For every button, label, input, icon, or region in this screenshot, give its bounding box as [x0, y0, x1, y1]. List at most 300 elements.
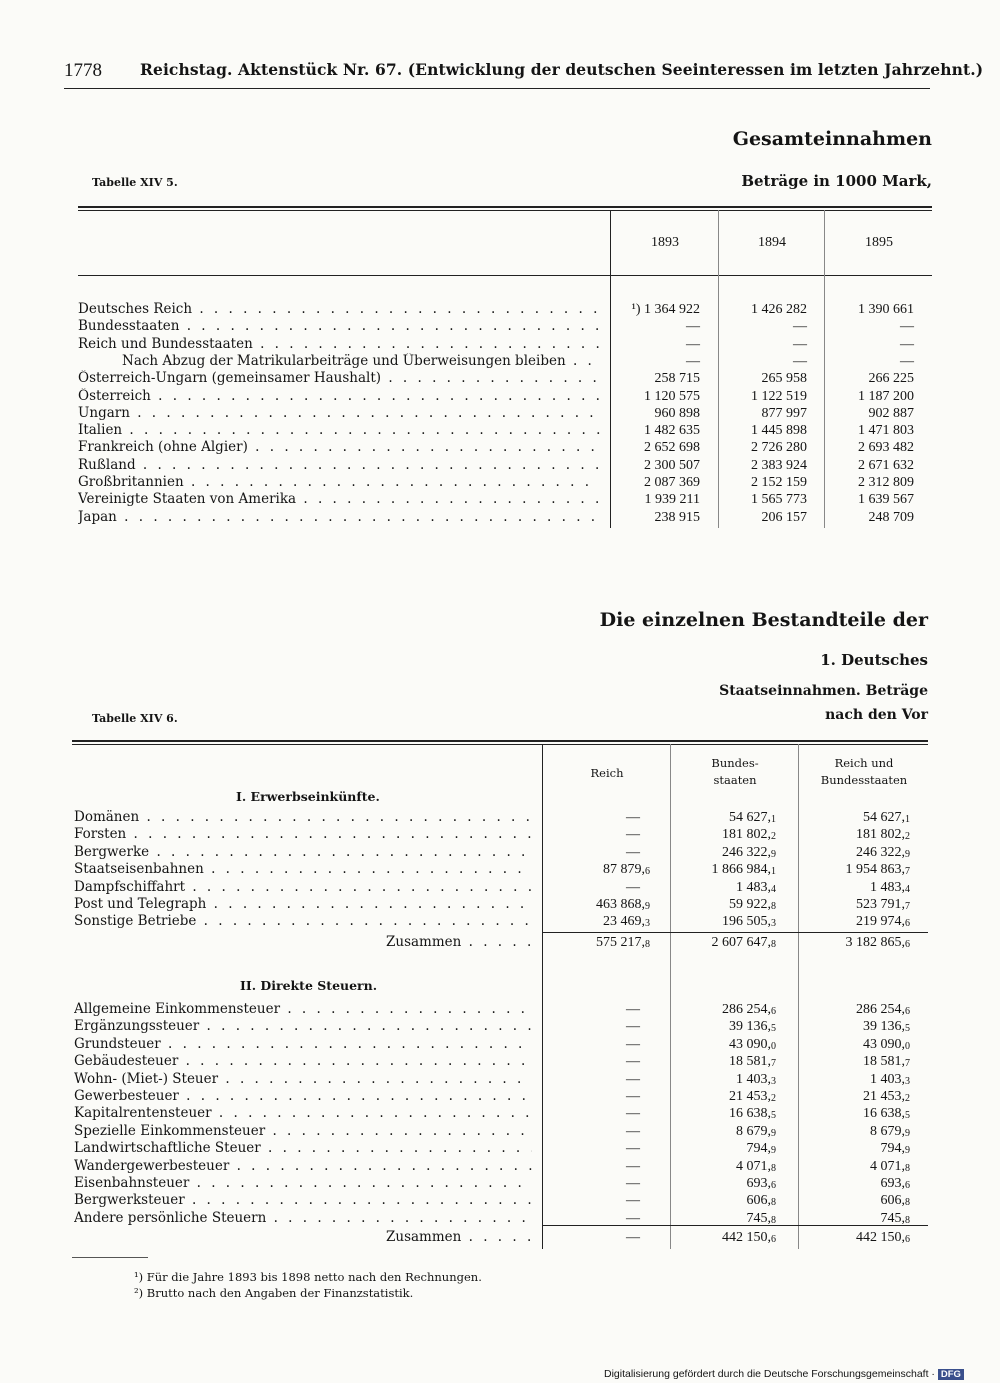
table6-row-label — [74, 1071, 532, 1088]
table6-cell-t-value: 523 791 — [856, 897, 902, 912]
table6-cell-b-value: 606 — [746, 1193, 768, 1209]
table5-cell: 1 445 898 — [751, 423, 807, 439]
table6-cell-b-value: 2 607 647 — [711, 935, 768, 950]
table5-row-label — [78, 457, 600, 474]
table6-cell-b: $693,_6$ — [746, 1176, 776, 1191]
table6-row-label-text: Forsten — [74, 826, 127, 843]
table6-row-label-text: Eisenbahnsteuer — [74, 1175, 190, 1191]
table6-cell-r — [510, 1158, 650, 1175]
table6-cell-b-decimal: 8 — [771, 1214, 776, 1226]
group2-title: II. Direkte Steuern. — [240, 978, 378, 993]
table5-row-label-text: Rußland — [78, 456, 136, 473]
table6-cell-b-decimal: 7 — [771, 1058, 776, 1070]
table6-cell-r-value: — — [626, 827, 640, 843]
table6-row-label-text: Domänen — [74, 809, 140, 825]
table5-row-label-text: Bundesstaaten — [78, 318, 180, 335]
table6-cell-b-decimal: 6 — [771, 1234, 776, 1245]
table6-cell-t-value: 4 071 — [870, 1158, 902, 1174]
table6-cell-b-decimal: 6 — [771, 1006, 776, 1017]
table6-cell-t-value: 21 453 — [863, 1089, 902, 1104]
table6-cell-b: $745,_8$ — [746, 1210, 776, 1226]
table6-cell-t: 181 $802,_2$ — [856, 827, 910, 843]
table6-cell-t-value: 3 182 865 — [845, 935, 902, 950]
table5-cell: 1 122 519 — [751, 388, 807, 404]
table6-row-label-text: Landwirtschaftliche Steuer — [74, 1140, 261, 1157]
table6-row-label — [74, 1175, 532, 1192]
footnote-rule — [72, 1257, 148, 1258]
table6-cell-t: $606,_8$ — [880, 1193, 910, 1209]
table6-row-label — [74, 1053, 532, 1070]
table5-row-label — [78, 405, 600, 422]
table6-row-label — [74, 1210, 532, 1227]
table6-row-label — [74, 861, 532, 878]
table6-cell-t-value: 219 974 — [856, 914, 902, 930]
table6-cell-b-decimal: 8 — [771, 939, 776, 950]
table6-cell-b: 442 $150,_6$ — [722, 1230, 776, 1245]
table6-row-label-text: Allgemeine Einkommensteuer — [74, 1001, 281, 1017]
table5-row-label — [78, 388, 600, 405]
table6-row-label — [74, 826, 532, 843]
table6-cell-t: 21 $453,_2$ — [863, 1089, 910, 1104]
table6-cell-t-decimal: 3 — [905, 1075, 910, 1087]
table6-cell-r-value: — — [626, 879, 640, 895]
table6-cell-b: 16 $638,_5$ — [729, 1106, 776, 1122]
table6-cell-b: 1 866 $984,_1$ — [711, 862, 776, 878]
table6-cell-b-decimal: 2 — [771, 1093, 776, 1104]
table5-row-label-text: Italien — [78, 422, 123, 439]
table6-cell-b: 246 $322,_9$ — [722, 844, 776, 860]
table6-cell-r-value: 575 217 — [596, 935, 642, 950]
page-number: 1778 — [64, 60, 102, 81]
table6-cell-t-value: 39 136 — [863, 1019, 902, 1035]
table6-cell-r — [510, 1210, 650, 1227]
table6-cell-r-value: 23 469 — [603, 914, 642, 930]
table6-cell-b: 39 $136,_5$ — [729, 1019, 776, 1035]
dfg-credit-text: Digitalisierung gefördert durch die Deutsche Forschungsgemeinschaft — [604, 1368, 929, 1380]
table6-row-label-text: Dampfschiffahrt — [74, 878, 186, 895]
table6-cell-t-decimal: 9 — [905, 1127, 910, 1139]
table5-cell: 1 426 282 — [751, 302, 807, 317]
table5-row-label — [78, 370, 600, 387]
table5-row-label-text: Vereinigte Staaten von Amerika — [78, 491, 297, 508]
table6-cell-b-decimal: 5 — [771, 1023, 776, 1035]
table6-cell-b-value: 54 627 — [729, 810, 768, 825]
table6-cell-t-decimal: 2 — [905, 831, 910, 843]
table6-cell-b-decimal: 4 — [771, 883, 776, 895]
table5-cell: 2 652 698 — [644, 440, 700, 456]
table5-cell: 877 997 — [761, 405, 807, 421]
table6-row-label — [74, 809, 532, 826]
table6-cell-t: 8 $679,_9$ — [870, 1123, 910, 1139]
table5-cell: 258 715 — [654, 371, 700, 387]
table6-top-rule — [72, 740, 928, 742]
table6-row-label-text: Spezielle Einkommensteuer — [74, 1122, 266, 1139]
table6-col-bundesstaaten — [672, 755, 798, 789]
table6-cell-t-decimal: 6 — [905, 939, 910, 950]
table5-cell: — — [793, 319, 807, 335]
table5-unit: Beträge in 1000 Mark, — [741, 172, 932, 190]
table6-cell-r-value: — — [626, 1193, 640, 1209]
table5-row-label — [78, 509, 600, 526]
table5-header-rule — [78, 275, 932, 276]
table6-cell-t-decimal: 1 — [905, 814, 910, 825]
table6-row-label-text: Zusammen — [386, 934, 462, 950]
footnote-1: ¹) Für die Jahre 1893 bis 1898 netto nach den Rechnungen. — [134, 1270, 482, 1284]
page-header — [64, 60, 984, 90]
table6-cell-t-decimal: 5 — [905, 1023, 910, 1035]
table6-row-label — [74, 1036, 532, 1053]
table6-cell-b: $606,_8$ — [746, 1193, 776, 1209]
table6-cell-b-value: 693 — [746, 1176, 768, 1191]
table6-cell-r — [510, 879, 650, 896]
table6-row-label — [74, 1001, 532, 1018]
table6-row-label — [74, 879, 532, 896]
table5-cell: 902 887 — [868, 405, 914, 421]
table6-cell-r-value: — — [626, 1123, 640, 1139]
table6-cell-r-value: — — [626, 1036, 640, 1052]
table6-cell-b: $794,_9$ — [746, 1141, 776, 1157]
table6-col-bundesstaaten-line2: staaten — [713, 773, 757, 787]
table6-label: Tabelle XIV 6. — [92, 712, 178, 725]
table6-cell-b-value: 43 090 — [729, 1036, 768, 1052]
table6-cell-t-decimal: 5 — [905, 1110, 910, 1122]
table6-col-bundesstaaten-line1: Bundes- — [711, 756, 759, 770]
dfg-logo: DFG — [938, 1369, 964, 1380]
table6-cell-r-decimal: 8 — [645, 939, 650, 950]
table6-cell-r — [510, 844, 650, 861]
table6-cell-t-value: 246 322 — [856, 844, 902, 860]
table6-cell-b-decimal: 1 — [771, 866, 776, 878]
table6-cell-b-decimal: 6 — [771, 1180, 776, 1191]
table6-cell-r-value: 87 879 — [603, 862, 642, 878]
table6-cell-t-decimal: 6 — [905, 1234, 910, 1245]
table5-row-label-text: Frankreich (ohne Algier) — [78, 439, 248, 456]
table6-cell-b-decimal: 8 — [771, 901, 776, 912]
table6-row-label — [74, 844, 532, 861]
table6-cell-b-value: 4 071 — [736, 1158, 768, 1174]
table6-cell-t-decimal: 8 — [905, 1162, 910, 1174]
table6-cell-t-decimal: 7 — [905, 1058, 910, 1070]
table6-cell-t-value: 43 090 — [863, 1036, 902, 1052]
table6-cell-r — [510, 1088, 650, 1105]
table6-cell-b-value: 794 — [746, 1141, 768, 1157]
table6-cell-b: 1 $403,_3$ — [736, 1071, 776, 1087]
table6-cell-r-value: — — [626, 1141, 640, 1157]
table6-row-label-text: Gebäudesteuer — [74, 1053, 179, 1070]
table6-cell-t: 43 $090,_0$ — [863, 1036, 910, 1052]
table5-row-label — [78, 491, 600, 508]
table6-row-label — [74, 1018, 532, 1035]
table5-cell: 1 639 567 — [858, 492, 914, 508]
table6-row-label-text: Gewerbesteuer — [74, 1088, 179, 1104]
table6-cell-r — [510, 1175, 650, 1192]
table6-cell-b-value: 181 802 — [722, 827, 768, 843]
table6-cell-t-decimal: 9 — [905, 848, 910, 860]
table5-row-label — [78, 336, 600, 353]
table5-row-label-text: Großbritannien — [78, 474, 184, 490]
table6-cell-r-decimal: 9 — [645, 901, 650, 912]
table5-cell: 2 152 159 — [751, 475, 807, 490]
table6-cell-r — [510, 1001, 650, 1018]
table6-cell-b: 196 $505,_3$ — [722, 914, 776, 930]
table6-cell-b: 1 $483,_4$ — [736, 879, 776, 895]
table6-cell-t-decimal: 0 — [905, 1040, 910, 1052]
table6-cell-r-value: — — [626, 1089, 640, 1104]
table6-cell-r — [510, 1123, 650, 1140]
table6-row-label — [74, 1140, 532, 1157]
table6-cell-t-decimal: 6 — [905, 1006, 910, 1017]
table5-cell: — — [793, 353, 807, 369]
table6-cell-b-value: 1 403 — [736, 1071, 768, 1087]
table5-label: Tabelle XIV 5. — [92, 176, 178, 189]
table6-cell-t: $745,_8$ — [880, 1210, 910, 1226]
table6-cell-b: 4 $071,_8$ — [736, 1158, 776, 1174]
table6-col-reich: Reich — [590, 766, 624, 780]
table6-col-reich-und-bund — [800, 755, 928, 789]
table6-cell-r — [510, 826, 650, 843]
table6-cell-t-decimal: 8 — [905, 1214, 910, 1226]
table6-cell-t-value: 442 150 — [856, 1230, 902, 1245]
table6-cell-b-value: 39 136 — [729, 1019, 768, 1035]
table6-cell-t: 219 $974,_6$ — [856, 914, 910, 930]
table6-cell-t: 3 182 $865,_6$ — [845, 935, 910, 950]
table6-cell-r-value: — — [626, 1019, 640, 1035]
table5-row-label-text: Nach Abzug der Matrikularbeiträge und Überweisungen bleiben — [122, 352, 566, 369]
table6-cell-r — [510, 1071, 650, 1088]
table6-row-label — [74, 896, 532, 913]
table6-cell-r — [510, 1053, 650, 1070]
table6-cell-b-decimal: 3 — [771, 1075, 776, 1087]
table6-cell-b-decimal: 1 — [771, 814, 776, 825]
table6-row-label-text: Zusammen — [386, 1229, 462, 1245]
table6-caption-2: nach den Vor — [825, 707, 928, 723]
table6-cell-r-decimal: 6 — [645, 866, 650, 878]
table6-cell-r-value: — — [626, 1210, 640, 1226]
table6-cell-b: 2 607 $647,_8$ — [711, 935, 776, 950]
table5-cell: 1 120 575 — [644, 388, 700, 404]
table6-cell-r-decimal: 3 — [645, 918, 650, 930]
table5-cell: — — [900, 319, 914, 335]
table6-cell-r — [510, 809, 650, 826]
table6-cell-t: $794,_9$ — [880, 1141, 910, 1157]
table5-cell: — — [686, 319, 700, 335]
table6-cell-b-value: 21 453 — [729, 1089, 768, 1104]
table5-year-1895: 1895 — [865, 235, 893, 250]
table5-row-label — [78, 422, 600, 439]
table6-cell-t-value: 693 — [880, 1176, 902, 1191]
table6-cell-t-value: 181 802 — [856, 827, 902, 843]
table6-cell-t-decimal: 2 — [905, 1093, 910, 1104]
table6-cell-t-decimal: 9 — [905, 1145, 910, 1157]
table5-cell: 265 958 — [761, 371, 807, 387]
table6-cell-t-decimal: 7 — [905, 901, 910, 912]
table6-cell-t-decimal: 6 — [905, 1180, 910, 1191]
table6-cell-r-value: — — [626, 1054, 640, 1070]
table6-cell-b-decimal: 9 — [771, 848, 776, 860]
table6-cell-t-decimal: 4 — [905, 883, 910, 895]
table6-cell-b-value: 745 — [746, 1210, 768, 1226]
table6-cell-t: 286 $254,_6$ — [856, 1002, 910, 1017]
table6-cell-r — [510, 1140, 650, 1157]
table6-cell-t-value: 1 483 — [870, 879, 902, 895]
table6-cell-r-value: — — [626, 844, 640, 860]
table6-cell-b: 59 $922,_8$ — [729, 897, 776, 912]
table6-cell-t-value: 1 403 — [870, 1071, 902, 1087]
table6-caption-1: Staatseinnahmen. Beträge — [719, 683, 928, 699]
table6-row-label — [74, 913, 532, 930]
table6-cell-b: 43 $090,_0$ — [729, 1036, 776, 1052]
table6-cell-t: 16 $638,_5$ — [863, 1106, 910, 1122]
table6-cell-b-value: 196 505 — [722, 914, 768, 930]
table5-cell: 2 300 507 — [644, 457, 700, 473]
table6-cell-r-value: — — [626, 1158, 640, 1174]
table6-cell-t: 523 $791,_7$ — [856, 897, 910, 912]
table6-cell-t-value: 1 954 863 — [845, 862, 902, 878]
table5-cell: — — [793, 336, 807, 352]
table6-subtitle: 1. Deutsches — [820, 651, 928, 669]
table6-row-label-text: Grundsteuer — [74, 1035, 161, 1052]
table6-col-rb-line1: Reich und — [834, 756, 894, 770]
table6-cell-r-value: — — [626, 1176, 640, 1191]
table6-cell-b-value: 18 581 — [729, 1054, 768, 1070]
table6-cell-t-value: 54 627 — [863, 810, 902, 825]
table6-cell-r — [510, 1105, 650, 1122]
table6-cell-b-value: 246 322 — [722, 844, 768, 860]
table6-cell-b-value: 8 679 — [736, 1123, 768, 1139]
table6-cell-b: 286 $254,_6$ — [722, 1002, 776, 1017]
table5-cell: 1 482 635 — [644, 423, 700, 439]
table6-row-label-text: Staatseisenbahnen — [74, 861, 204, 878]
table6-section-title: Die einzelnen Bestandteile der — [599, 609, 928, 631]
table6-cell-t-value: 606 — [880, 1193, 902, 1209]
table6-cell-t-value: 18 581 — [863, 1054, 902, 1070]
table5-row-label-text: Deutsches Reich — [78, 301, 193, 317]
table5-cell: 2 087 369 — [644, 475, 700, 490]
table6-cell-r-value: — — [626, 810, 640, 825]
table6-cell-r — [510, 1018, 650, 1035]
table6-cell-r-value: — — [626, 1002, 640, 1017]
table5-row-label — [122, 353, 600, 370]
table6-cell-t-value: 794 — [880, 1141, 902, 1157]
table6-cell-t: 1 954 $863,_7$ — [845, 862, 910, 878]
table6-col-rb-line2: Bundesstaaten — [820, 773, 908, 787]
table5-row-label — [78, 474, 600, 491]
table6-cell-t: 1 $403,_3$ — [870, 1071, 910, 1087]
table6-row-label — [74, 1105, 532, 1122]
table5-cell: 2 312 809 — [858, 475, 914, 490]
table5-cell: 1 390 661 — [858, 302, 914, 317]
table6-cell-b: 8 $679,_9$ — [736, 1123, 776, 1139]
table5-year-1894: 1894 — [758, 235, 786, 250]
table6-row-label-text: Ergänzungssteuer — [74, 1018, 200, 1035]
table6-cell-r-value: — — [626, 1230, 640, 1245]
table6-cell-b: 181 $802,_2$ — [722, 827, 776, 843]
table5-row-label-text: Japan — [78, 508, 117, 525]
table5-cell: 2 693 482 — [858, 440, 914, 456]
table5-row-label-text: Österreich — [78, 387, 151, 404]
table5-row-label — [78, 318, 600, 335]
table5-top-rule-thin — [78, 210, 932, 211]
table5-row-label — [78, 301, 600, 318]
table6-row-label-text: Wandergewerbesteuer — [74, 1157, 230, 1174]
table6-cell-t-decimal: 7 — [905, 866, 910, 878]
table6-row-label — [74, 1123, 532, 1140]
table6-cell-t: 39 $136,_5$ — [863, 1019, 910, 1035]
table6-cell-t-value: 286 254 — [856, 1002, 902, 1017]
table5-cell: — — [900, 353, 914, 369]
table6-cell-r-value: — — [626, 1106, 640, 1122]
table6-cell-r: 463 $868,_9$ — [596, 897, 650, 912]
table6-cell-b-value: 1 866 984 — [711, 862, 768, 878]
group1-title: I. Erwerbseinkünfte. — [236, 789, 380, 804]
table6-cell-b-value: 16 638 — [729, 1106, 768, 1122]
table6-cell-b-value: 286 254 — [722, 1002, 768, 1017]
table6-cell-b-decimal: 5 — [771, 1110, 776, 1122]
table6-cell-t-value: 8 679 — [870, 1123, 902, 1139]
table6-cell-t: 4 $071,_8$ — [870, 1158, 910, 1174]
table6-cell-r — [510, 1192, 650, 1209]
table6-cell-b-value: 442 150 — [722, 1230, 768, 1245]
table6-cell-b-decimal: 2 — [771, 831, 776, 843]
table6-row-label-text: Wohn- (Miet-) Steuer — [74, 1070, 219, 1087]
table5-cell: 248 709 — [868, 509, 914, 525]
table5-cell: 266 225 — [868, 371, 914, 387]
table6-cell-b: 21 $453,_2$ — [729, 1089, 776, 1104]
dfg-credit: Digitalisierung gefördert durch die Deutsche Forschungsgemeinschaft · DFG — [604, 1368, 964, 1380]
table6-top-rule-thin — [72, 744, 928, 745]
footnote-2: ²) Brutto nach den Angaben der Finanzstatistik. — [134, 1286, 414, 1300]
table6-row-label-text: Bergwerke — [74, 843, 150, 860]
table6-row-label-text: Kapitalrentensteuer — [74, 1105, 212, 1122]
table6-row-label-text: Bergwerksteuer — [74, 1192, 185, 1209]
table6-cell-t: 54 $627,_1$ — [863, 810, 910, 825]
table5-row-label — [78, 439, 600, 456]
table6-row-label-text: Post und Telegraph — [74, 896, 207, 912]
table6-cell-b-decimal: 8 — [771, 1162, 776, 1174]
table6-cell-t: 18 $581,_7$ — [863, 1054, 910, 1070]
page-title: Reichstag. Aktenstück Nr. 67. (Entwicklung der deutschen Seeinteressen im letzten Jahrzehnt.) — [140, 60, 984, 79]
table6-row-label-text: Sonstige Betriebe — [74, 913, 197, 930]
table6-cell-b-value: 1 483 — [736, 879, 768, 895]
table6-cell-t-decimal: 6 — [905, 918, 910, 930]
table6-cell-b-decimal: 3 — [771, 918, 776, 930]
table6-cell-b-decimal: 9 — [771, 1127, 776, 1139]
table6-cell-r: 575 $217,_8$ — [596, 935, 650, 950]
table6-row-label — [74, 1192, 532, 1209]
table5-top-rule — [78, 206, 932, 208]
table5-cell: 2 383 924 — [751, 457, 807, 473]
table5-cell: — — [686, 353, 700, 369]
table6-cell-t-value: 745 — [880, 1210, 902, 1226]
table6-cell-r: 87 $879,_6$ — [603, 862, 650, 878]
table5-cell: 1 939 211 — [644, 492, 700, 508]
table5-year-1893: 1893 — [651, 235, 679, 250]
table6-row-label-text: Andere persönliche Steuern — [74, 1209, 267, 1226]
table6-cell-b: 54 $627,_1$ — [729, 810, 776, 825]
table6-cell-b-decimal: 0 — [771, 1040, 776, 1052]
table5-cell: 2 726 280 — [751, 440, 807, 456]
table6-cell-b-value: 59 922 — [729, 897, 768, 912]
table6-cell-b: 18 $581,_7$ — [729, 1054, 776, 1070]
table6-cell-t-decimal: 8 — [905, 1197, 910, 1209]
table6-cell-t: 442 $150,_6$ — [856, 1230, 910, 1245]
table5-row-label-text: Österreich-Ungarn (gemeinsamer Haushalt) — [78, 370, 382, 387]
table6-row-label — [74, 1158, 532, 1175]
table6-cell-t-value: 16 638 — [863, 1106, 902, 1122]
table5-row-label-text: Reich und Bundesstaaten — [78, 335, 253, 352]
table5-cell: 238 915 — [654, 509, 700, 525]
table5-cell: 206 157 — [761, 509, 807, 525]
